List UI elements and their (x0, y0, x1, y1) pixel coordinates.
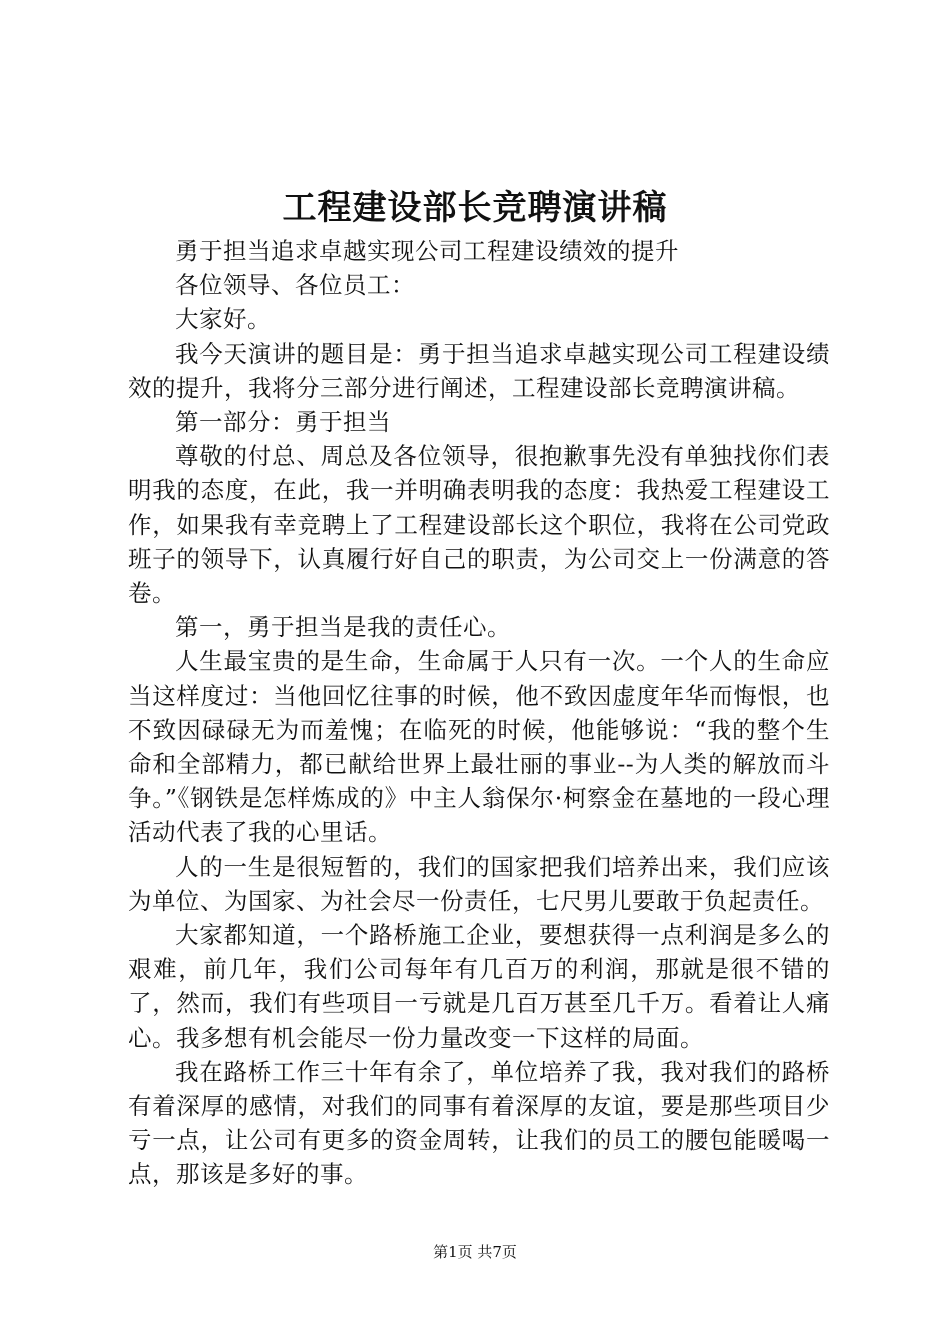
paragraph-profit: 大家都知道，一个路桥施工企业，要想获得一点利润是多么的艰难，前几年，我们公司每年有几百万的利润，那就是很不错的了，然而，我们有些项目一亏就是几百万甚至几千万。看着让人痛心。我多想有机会能尽一份力量改变一下这样的局面。 (128, 921, 830, 1052)
paragraph-responsibility: 人的一生是很短暂的，我们的国家把我们培养出来，我们应该为单位、为国家、为社会尽一份责任，七尺男儿要敢于负起责任。 (128, 852, 830, 915)
paragraph-greeting: 各位领导、各位员工： (175, 271, 415, 300)
paragraph-experience: 我在路桥工作三十年有余了，单位培养了我，我对我们的路桥有着深厚的感情，对我们的同事有着深厚的友谊，要是那些项目少亏一点，让公司有更多的资金周转，让我们的员工的腰包能暖喝一点，那该是多好的事。 (128, 1057, 830, 1189)
paragraph-first-point: 第一，勇于担当是我的责任心。 (175, 613, 511, 642)
paragraph-hello: 大家好。 (175, 305, 271, 334)
paragraph-topic: 我今天演讲的题目是：勇于担当追求卓越实现公司工程建设绩效的提升，我将分三部分进行阐述，工程建设部长竞聘演讲稿。 (128, 339, 830, 402)
paragraph-subtitle: 勇于担当追求卓越实现公司工程建设绩效的提升 (175, 237, 679, 265)
paragraph-life-quote: 人生最宝贵的是生命，生命属于人只有一次。一个人的生命应当这样度过：当他回忆往事的时候，他不致因虚度年华而悔恨，也不致因碌碌无为而羞愧；在临死的时候，他能够说：“我的整个生命和全部精力，都已献给世界上最壮丽的事业--为人类的解放而斗争。”《钢铁是怎样炼成的》中主人翁保尔·柯察金在墓地的一段心理活动代表了我的心里话。 (128, 647, 830, 847)
document-title: 工程建设部长竞聘演讲稿 (282, 188, 668, 228)
document-body (128, 234, 830, 1192)
paragraph-attitude: 尊敬的付总、周总及各位领导，很抱歉事先没有单独找你们表明我的态度，在此，我一并明确表明我的态度：我热爱工程建设工作，如果我有幸竞聘上了工程建设部长这个职位，我将在公司党政班子的领导下，认真履行好自己的职责，为公司交上一份满意的答卷。 (128, 442, 830, 608)
paragraph-part-one-heading: 第一部分：勇于担当 (175, 408, 391, 437)
page-footer: 第1页 共7页 (433, 1243, 517, 1261)
